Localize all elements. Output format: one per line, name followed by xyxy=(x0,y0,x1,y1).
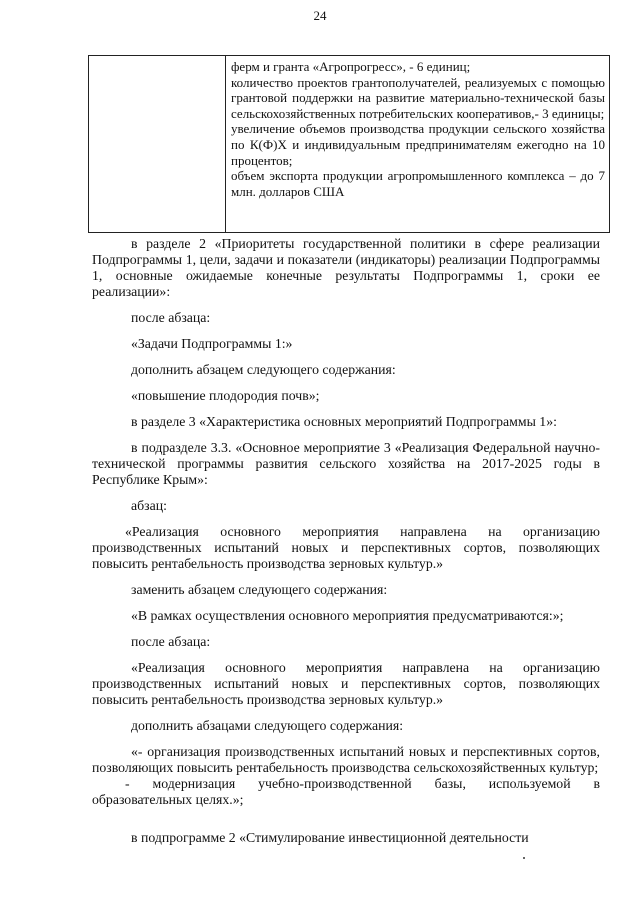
paragraph-after-2: после абзаца: xyxy=(131,634,211,649)
paragraph-tasks-quote: «Задачи Подпрограммы 1:» xyxy=(131,336,293,351)
paragraph-soil-fertility: «повышение плодородия почв»; xyxy=(131,388,320,403)
paragraph-quote-realization: «Реализация основного мероприятия направлена на организацию производственных испытаний новых и перспективных сортов, позволяющих повысить рентабельность производства зерновых культур.» xyxy=(92,660,600,707)
scan-speck xyxy=(523,857,525,859)
document-body xyxy=(92,236,600,846)
table-column-divider xyxy=(225,56,226,232)
table-line-production-growth: увеличение объемов производства продукции сельского хозяйства по К(Ф)Х и индивидуальным предпринимателям ежегодно на 10 процентов; xyxy=(231,121,605,168)
table-right-cell xyxy=(231,59,605,199)
paragraph-quote-old: «Реализация основного мероприятия направлена на организацию производственных испытаний новых и перспективных сортов, позволяющих повысить рентабельность производства зерновых культур.» xyxy=(92,524,600,571)
paragraph-item-trials: «- организация производственных испытаний новых и перспективных сортов, позволяющих повысить рентабельность производства сельскохозяйственных культур; xyxy=(92,744,600,775)
paragraph-add-1: дополнить абзацем следующего содержания: xyxy=(131,362,396,377)
indicators-table xyxy=(88,55,610,233)
paragraph-abzats: абзац: xyxy=(131,498,167,513)
paragraph-subsection-3-3: в подразделе 3.3. «Основное мероприятие 3 «Реализация Федеральной научно-технической программы развития сельского хозяйства на 2017-2025 годы в Республике Крым»: xyxy=(92,440,600,487)
table-line-farms: ферм и гранта «Агропрогресс», - 6 единиц; xyxy=(231,59,471,74)
paragraph-item-modernization: - модернизация учебно-производственной базы, используемой в образовательных целях.»; xyxy=(92,776,600,807)
table-line-grant-projects: количество проектов грантополучателей, реализуемых с помощью грантовой поддержки на развитие материально-технической базы сельскохозяйственных потребительских кооперативов,- 3 единицы; xyxy=(231,74,605,121)
paragraph-add-2: дополнить абзацами следующего содержания: xyxy=(131,718,404,733)
paragraph-section-3: в разделе 3 «Характеристика основных мероприятий Подпрограммы 1»: xyxy=(131,414,557,429)
paragraph-after-1: после абзаца: xyxy=(131,310,211,325)
paragraph-replace: заменить абзацем следующего содержания: xyxy=(131,582,388,597)
table-line-export-volume: объем экспорта продукции агропромышленного комплекса – до 7 млн. долларов США xyxy=(231,168,605,199)
page-number: 24 xyxy=(313,8,327,23)
paragraph-section-2: в разделе 2 «Приоритеты государственной политики в сфере реализации Подпрограммы 1, цели, задачи и показатели (индикаторы) реализации Подпрограммы 1, основные ожидаемые конечные результаты Подпрограммы 1, сроки ее реализации»: xyxy=(92,236,600,299)
paragraph-quote-new: «В рамках осуществления основного мероприятия предусматриваются:»; xyxy=(131,608,564,623)
paragraph-subprogram-2: в подпрограмме 2 «Стимулирование инвестиционной деятельности xyxy=(131,830,529,845)
